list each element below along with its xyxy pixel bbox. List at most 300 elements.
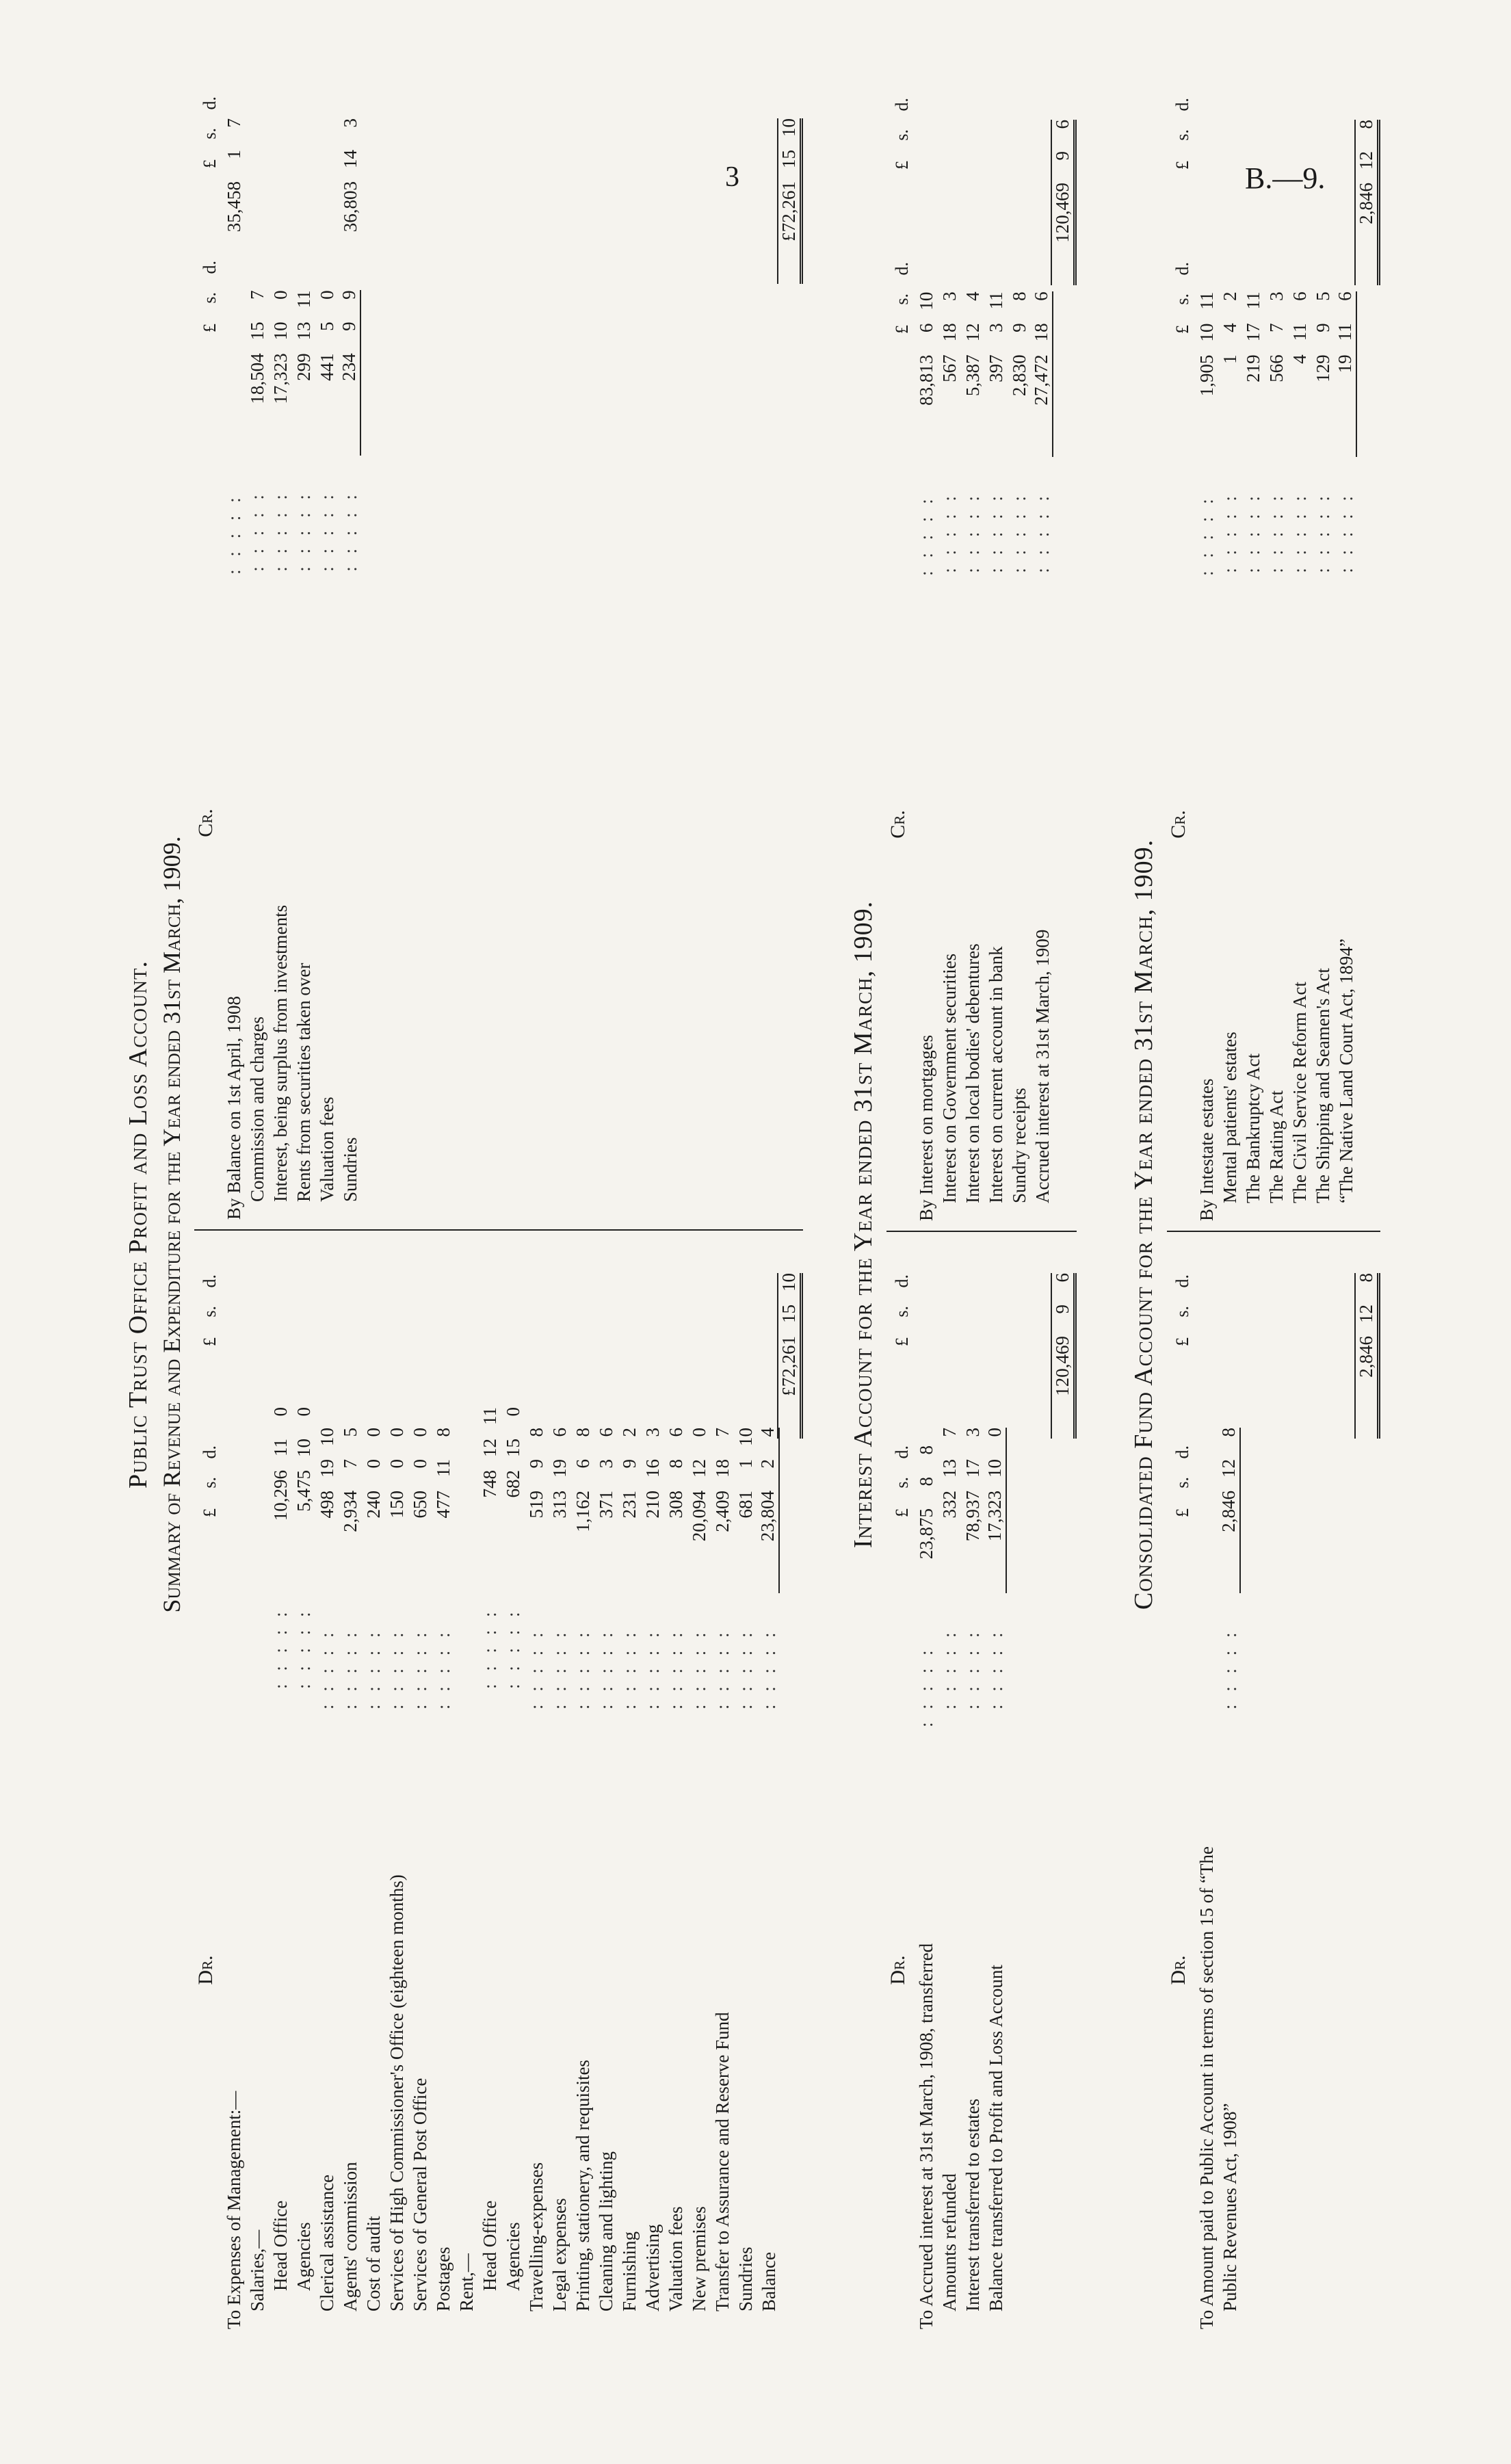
item-amount	[689, 1428, 710, 1593]
ledger-row	[570, 1235, 594, 2329]
amount-b: 9	[339, 322, 361, 353]
total-t1: £72,261	[778, 1336, 799, 1396]
item-amount	[962, 1428, 984, 1593]
leader-dots: : : : : :	[1243, 492, 1263, 573]
leader-dots: : : : : :	[270, 490, 291, 572]
amount-a: 18,504	[247, 353, 267, 404]
leader-dots: : : : : :	[666, 1628, 686, 1709]
item-amount	[339, 290, 361, 456]
leader-dots: : : : : :	[433, 1628, 454, 1709]
leader-dots: : : : : :	[939, 492, 960, 573]
blank-row	[431, 118, 454, 1220]
amount-a: 313	[549, 1491, 570, 1519]
total-amount	[340, 118, 361, 284]
row-label: Transfer to Assurance and Reserve Fund	[712, 2012, 733, 2311]
leader-dots: : : : : :	[939, 1628, 960, 1709]
amount-b: 0	[363, 1459, 384, 1469]
ledger-row	[384, 1235, 408, 2329]
profit-loss-title: Public Trust Office Profit and Loss Account.	[124, 960, 153, 1489]
row-label: Agents' commission	[340, 2162, 360, 2311]
grand-total	[1051, 120, 1077, 285]
currency-pounds: £	[1172, 1508, 1192, 1517]
leader-dots: : : : : :	[386, 1628, 407, 1709]
total-t3: 6	[1052, 120, 1073, 129]
amount-a: 567	[939, 354, 960, 382]
leader-dots: : : : : :	[596, 1628, 616, 1709]
total-t2: 15	[778, 1305, 799, 1323]
amount-b: 11	[433, 1459, 454, 1477]
amount-c: 7	[939, 1428, 960, 1437]
currency-pounds: £	[200, 1337, 220, 1346]
amount-b: 11	[1289, 323, 1310, 341]
amount-a: 681	[735, 1491, 756, 1519]
leader-dots: : : : : :	[479, 1608, 500, 1689]
row-label: The Civil Service Reform Act	[1289, 982, 1310, 1203]
amount-b: 8	[916, 1477, 936, 1486]
amount-a: 83,813	[916, 354, 936, 406]
total-row	[780, 1235, 803, 2329]
column-header	[1167, 1236, 1194, 2329]
currency-pence: d.	[892, 1274, 912, 1288]
amount-a: 332	[939, 1491, 960, 1519]
ledger-row	[268, 118, 291, 1220]
ledger-row	[914, 120, 937, 1221]
row-label: Accrued interest at 31st March, 1909	[1032, 929, 1053, 1203]
amount-a: 2,934	[340, 1491, 360, 1532]
row-label: Balance transferred to Profit and Loss Account	[986, 1965, 1006, 2311]
leader-dots: : : : : :	[526, 1628, 547, 1709]
row-label: By Intestate estates	[1196, 1078, 1217, 1221]
currency-pounds: £	[200, 324, 220, 332]
leader-dots: : : : : :	[916, 1646, 936, 1727]
amount-a: 748	[479, 1470, 500, 1498]
cr-label: Cr.	[1167, 810, 1190, 839]
leader-dots: : : : : :	[293, 490, 314, 572]
amount-a: 240	[363, 1491, 384, 1519]
item-amount	[735, 1428, 757, 1593]
total-t3: 10	[778, 118, 799, 137]
blank-row	[640, 118, 663, 1220]
blank-row	[524, 118, 547, 1220]
currency-pence: d.	[200, 1274, 220, 1288]
row-label: Interest, being surplus from investments	[270, 904, 291, 1202]
ledger-row	[268, 1235, 291, 2329]
total-t1: 2,846	[1356, 1336, 1376, 1378]
row-label: Mental patients' estates	[1220, 1032, 1240, 1203]
item-amount	[526, 1428, 547, 1593]
row-label: By Balance on 1st April, 1908	[224, 996, 244, 1220]
consolidated-section	[1129, 98, 1380, 2329]
ledger-row	[1311, 120, 1334, 1221]
amount-c: 11	[1196, 291, 1217, 310]
total-row	[1053, 1236, 1077, 2329]
amount-b: 12	[479, 1439, 500, 1457]
grand-total	[1051, 1273, 1077, 1439]
amount-a: 682	[503, 1470, 523, 1498]
currency-pence: d.	[1172, 262, 1192, 276]
row-label: Sundries	[735, 2246, 756, 2311]
total-t1: 2,846	[1356, 183, 1376, 224]
amount-b: 12	[962, 323, 983, 342]
item-amount	[986, 291, 1007, 457]
currency-pence: d.	[1172, 1445, 1192, 1459]
total-row	[1357, 1236, 1380, 2329]
row-label: Amounts refunded	[939, 2173, 960, 2311]
blank-row	[1311, 1236, 1334, 2329]
leader-dots: : : : : :	[247, 490, 267, 572]
total-t3: 6	[1052, 1273, 1073, 1283]
amount-b: 18	[939, 323, 960, 342]
cr-label: Cr.	[886, 810, 909, 839]
ledger-row	[960, 120, 984, 1221]
leader-dots: : : : : :	[317, 490, 337, 572]
ledger-row	[408, 1235, 431, 2329]
amount-b: 15	[247, 322, 267, 341]
ledger-row	[361, 1235, 384, 2329]
item-amount	[666, 1428, 687, 1593]
leader-dots: : : : : :	[363, 1628, 384, 1709]
column-header	[1167, 98, 1194, 1221]
item-amount	[270, 290, 291, 456]
ledger-row	[710, 1235, 733, 2329]
item-amount	[984, 1428, 1007, 1593]
amount-b: 12	[689, 1459, 709, 1478]
amount-a: 5,387	[962, 354, 983, 397]
amount-a: 1,905	[1196, 354, 1217, 397]
ledger-row	[757, 1235, 780, 2329]
amount-b: 10	[293, 1439, 314, 1457]
ledger-row	[245, 1235, 268, 2329]
amount-b: 13	[939, 1459, 960, 1478]
amount-a: 2,846	[1218, 1491, 1241, 1593]
leader-dots: : : : : :	[1032, 492, 1053, 573]
amount-a: 78,937	[962, 1491, 983, 1542]
currency-heading-items	[1172, 1445, 1193, 1611]
row-label: Agencies	[503, 2222, 523, 2291]
item-amount	[712, 1428, 733, 1593]
column-header	[194, 96, 222, 1220]
leader-dots: : : : : :	[549, 1628, 570, 1709]
amount-a: 17,323	[984, 1491, 1007, 1593]
currency-heading-items	[892, 262, 912, 428]
row-label: Head Office	[479, 2200, 500, 2291]
row-label: To Expenses of Management:—	[224, 2091, 244, 2329]
profit-loss-debit-column	[194, 1231, 803, 2329]
leader-dots: : : : : :	[986, 1628, 1006, 1709]
ledger-row	[1334, 120, 1357, 1221]
amount-t3: 3	[340, 118, 360, 128]
row-label: Printing, stationery, and requisites	[573, 2060, 593, 2311]
amount-b: 18	[712, 1459, 733, 1478]
currency-heading-items	[200, 1445, 220, 1611]
ledger-row	[914, 1236, 937, 2329]
row-label: Legal expenses	[549, 2198, 570, 2311]
amount-a: 2,830	[1009, 354, 1029, 397]
ledger-row	[291, 118, 315, 1220]
row-label: The Shipping and Seamen's Act	[1313, 968, 1333, 1203]
profit-loss-section	[123, 96, 803, 2329]
ledger-row	[937, 1236, 960, 2329]
row-label: Services of General Post Office	[410, 2078, 430, 2311]
currency-shillings: s.	[892, 129, 912, 141]
amount-b: 17	[1243, 323, 1263, 342]
amount-b: 17	[962, 1459, 983, 1478]
item-amount	[1313, 291, 1334, 457]
amount-c: 0	[317, 290, 337, 300]
column-header	[194, 1235, 222, 2329]
row-label: Head Office	[270, 2200, 291, 2291]
ledger-row	[291, 1235, 315, 2329]
amount-a: 4	[1289, 354, 1310, 364]
row-label: Services of High Commissioner's Office (eighteen months)	[386, 1874, 407, 2311]
rotated-page-content	[103, 96, 1406, 2329]
item-amount	[939, 291, 960, 457]
currency-pounds: £	[892, 161, 912, 170]
amount-b: 3	[986, 323, 1006, 332]
item-amount	[1031, 291, 1053, 457]
leader-dots: : : : : :	[410, 1628, 430, 1709]
currency-shillings: s.	[200, 1306, 220, 1318]
amount-b: 2	[757, 1459, 780, 1491]
item-amount	[270, 1407, 291, 1573]
amount-a: 1,162	[573, 1491, 593, 1532]
amount-c: 7	[712, 1428, 733, 1437]
item-amount	[939, 1428, 960, 1593]
leader-dots: : : : : :	[916, 495, 936, 576]
amount-b: 15	[503, 1439, 523, 1457]
amount-c: 0	[293, 1407, 314, 1417]
amount-c: 6	[1031, 291, 1053, 323]
amount-a: 150	[386, 1491, 407, 1519]
amount-a: 19	[1335, 354, 1357, 457]
amount-a: 10,296	[270, 1470, 291, 1521]
item-amount	[757, 1428, 780, 1593]
leader-dots: : : : : :	[986, 492, 1006, 573]
currency-pence: d.	[892, 1445, 912, 1459]
currency-shillings: s.	[892, 1306, 912, 1318]
amount-b: 12	[1218, 1459, 1241, 1491]
total-t3: 10	[778, 1273, 799, 1292]
amount-b: 9	[1009, 323, 1029, 332]
total-row	[780, 118, 803, 1220]
amount-t1: 35,458	[224, 181, 244, 233]
amount-c: 0	[410, 1428, 430, 1437]
amount-c: 11	[986, 291, 1006, 310]
row-label: Rents from securities taken over	[293, 962, 314, 1202]
amount-b: 10	[270, 322, 291, 341]
amount-c: 6	[596, 1428, 616, 1437]
amount-a: 27,472	[1031, 354, 1053, 457]
leader-dots: : : : : :	[270, 1608, 291, 1689]
profit-loss-credit-column	[194, 96, 803, 1231]
amount-c: 9	[339, 290, 361, 322]
amount-t2: 14	[340, 149, 360, 168]
blank-row	[1287, 1236, 1311, 2329]
amount-c: 5	[1313, 291, 1333, 301]
currency-pence: d.	[200, 1445, 220, 1459]
blank-row	[1334, 1236, 1357, 2329]
amount-b: 1	[735, 1459, 756, 1469]
row-label: Interest on current account in bank	[986, 946, 1006, 1203]
total-t2: 9	[1052, 1305, 1073, 1314]
item-amount	[247, 290, 268, 456]
leader-dots: : : : : :	[642, 1628, 663, 1709]
row-label: To Accrued interest at 31st March, 1908, transferred	[916, 1943, 936, 2329]
grand-total	[777, 118, 803, 284]
blank-row	[1241, 1236, 1264, 2329]
grand-total	[777, 1273, 803, 1439]
profit-loss-subtitle: Summary of Revenue and Expenditure for the Year ended 31st March, 1909.	[158, 836, 185, 1613]
leader-dots: : : : : :	[735, 1628, 756, 1709]
ledger-row	[640, 1235, 663, 2329]
blank-row	[361, 118, 384, 1220]
amount-a: 129	[1313, 354, 1333, 382]
item-amount	[1335, 291, 1357, 457]
currency-shillings: s.	[1172, 1306, 1192, 1318]
ledger-row	[338, 1235, 361, 2329]
ledger-row	[937, 120, 960, 1221]
leader-dots: : : : : :	[1289, 492, 1310, 573]
amount-c: 3	[962, 1428, 983, 1437]
interest-debit-column	[886, 1232, 1077, 2329]
blank-row	[1007, 1236, 1030, 2329]
item-amount	[317, 290, 338, 456]
currency-pounds: £	[1172, 1337, 1192, 1346]
amount-t3: 7	[224, 118, 244, 128]
leader-dots: : : : : :	[759, 1628, 779, 1709]
currency-shillings: s.	[1172, 1477, 1192, 1489]
currency-pence: d.	[200, 261, 220, 274]
column-header	[886, 98, 914, 1221]
amount-c: 3	[1266, 291, 1287, 301]
amount-a: 1	[1220, 354, 1240, 364]
row-label: Rent,—	[456, 2253, 477, 2311]
currency-pounds: £	[1172, 325, 1192, 334]
leader-dots: : : : : :	[689, 1628, 709, 1709]
ledger-row	[315, 1235, 338, 2329]
currency-heading-totals	[200, 96, 220, 262]
dr-label: Dr.	[886, 1955, 909, 1985]
currency-pounds: £	[892, 1337, 912, 1346]
amount-c: 4	[962, 291, 983, 301]
currency-pence: d.	[892, 98, 912, 112]
amount-b: 0	[410, 1459, 430, 1469]
item-amount	[573, 1428, 594, 1593]
row-label: Sundries	[340, 1137, 360, 1202]
leader-dots: : : : : :	[962, 1628, 983, 1709]
amount-c: 3	[642, 1428, 663, 1437]
amount-b: 0	[386, 1459, 407, 1469]
amount-a: 397	[986, 354, 1006, 382]
currency-pence: d.	[200, 96, 220, 110]
amount-a: 299	[293, 353, 314, 381]
ledger-row	[501, 1235, 524, 2329]
amount-c: 6	[549, 1428, 570, 1437]
amount-b: 9	[1313, 323, 1333, 332]
row-label: Interest on local bodies' debentures	[962, 943, 983, 1203]
ledger-row	[1241, 120, 1264, 1221]
item-amount	[1009, 291, 1030, 457]
consolidated-credit-column	[1167, 98, 1380, 1232]
ledger-row	[594, 1235, 617, 2329]
item-amount	[549, 1428, 570, 1593]
amount-c: 10	[735, 1428, 756, 1446]
amount-a: 441	[317, 353, 337, 381]
amount-b: 7	[340, 1459, 360, 1469]
item-amount	[293, 1407, 315, 1573]
amount-b: 11	[270, 1439, 291, 1456]
ledger-row	[687, 1235, 710, 2329]
grand-total	[1354, 1273, 1380, 1439]
amount-c: 10	[317, 1428, 337, 1446]
amount-b: 5	[317, 322, 337, 331]
amount-c: 6	[666, 1428, 686, 1437]
ledger-row	[222, 1235, 245, 2329]
dr-label: Dr.	[194, 1955, 217, 1985]
ledger-row	[617, 1235, 640, 2329]
leader-dots: : : : : :	[962, 492, 983, 573]
currency-heading-totals	[1172, 98, 1193, 263]
row-label: Commission and charges	[247, 1017, 267, 1202]
currency-heading-totals	[892, 1274, 912, 1440]
currency-heading-totals	[1172, 1274, 1193, 1440]
item-amount	[596, 1428, 617, 1593]
amount-a: 17,323	[270, 353, 291, 404]
blank-row	[594, 118, 617, 1220]
amount-c: 2	[619, 1428, 640, 1437]
amount-c: 2	[1220, 291, 1240, 301]
total-row	[1053, 120, 1077, 1221]
item-amount	[1243, 291, 1264, 457]
item-amount	[916, 1445, 937, 1611]
consolidated-title: Consolidated Fund Account for the Year ended 31st March, 1909.	[1129, 839, 1158, 1610]
leader-dots: : : : : :	[1220, 492, 1240, 573]
leader-dots: : : : : :	[1196, 495, 1217, 576]
row-label: By Interest on mortgages	[916, 1034, 936, 1221]
item-amount	[642, 1428, 663, 1593]
currency-heading-totals	[892, 98, 912, 263]
amount-c: 8	[433, 1428, 454, 1437]
leader-dots: : : : : :	[340, 490, 360, 572]
amount-b: 9	[619, 1459, 640, 1469]
row-label: Valuation fees	[666, 2206, 686, 2311]
item-amount	[1196, 292, 1218, 458]
amount-b: 10	[984, 1459, 1007, 1491]
amount-c: 11	[479, 1407, 500, 1425]
blank-row	[617, 118, 640, 1220]
ledger-row	[1007, 120, 1030, 1221]
interest-section	[848, 98, 1077, 2329]
blank-row	[733, 118, 757, 1220]
row-label: Postages	[433, 2246, 454, 2311]
blank-row	[663, 118, 687, 1220]
amount-c: 8	[916, 1445, 936, 1455]
blank-row	[547, 118, 570, 1220]
leader-dots: : : : : :	[1266, 492, 1287, 573]
item-amount	[916, 292, 937, 458]
item-amount	[433, 1428, 454, 1593]
amount-b: 13	[293, 322, 314, 341]
column-header	[886, 1236, 914, 2329]
blank-row	[408, 118, 431, 1220]
currency-pence: d.	[1172, 98, 1192, 112]
row-label: Agencies	[293, 2222, 314, 2291]
amount-b: 19	[317, 1459, 337, 1478]
total-t3: 8	[1356, 120, 1376, 129]
amount-c: 11	[293, 290, 314, 309]
ledger-row	[1194, 120, 1218, 1221]
amount-c: 0	[386, 1428, 407, 1437]
